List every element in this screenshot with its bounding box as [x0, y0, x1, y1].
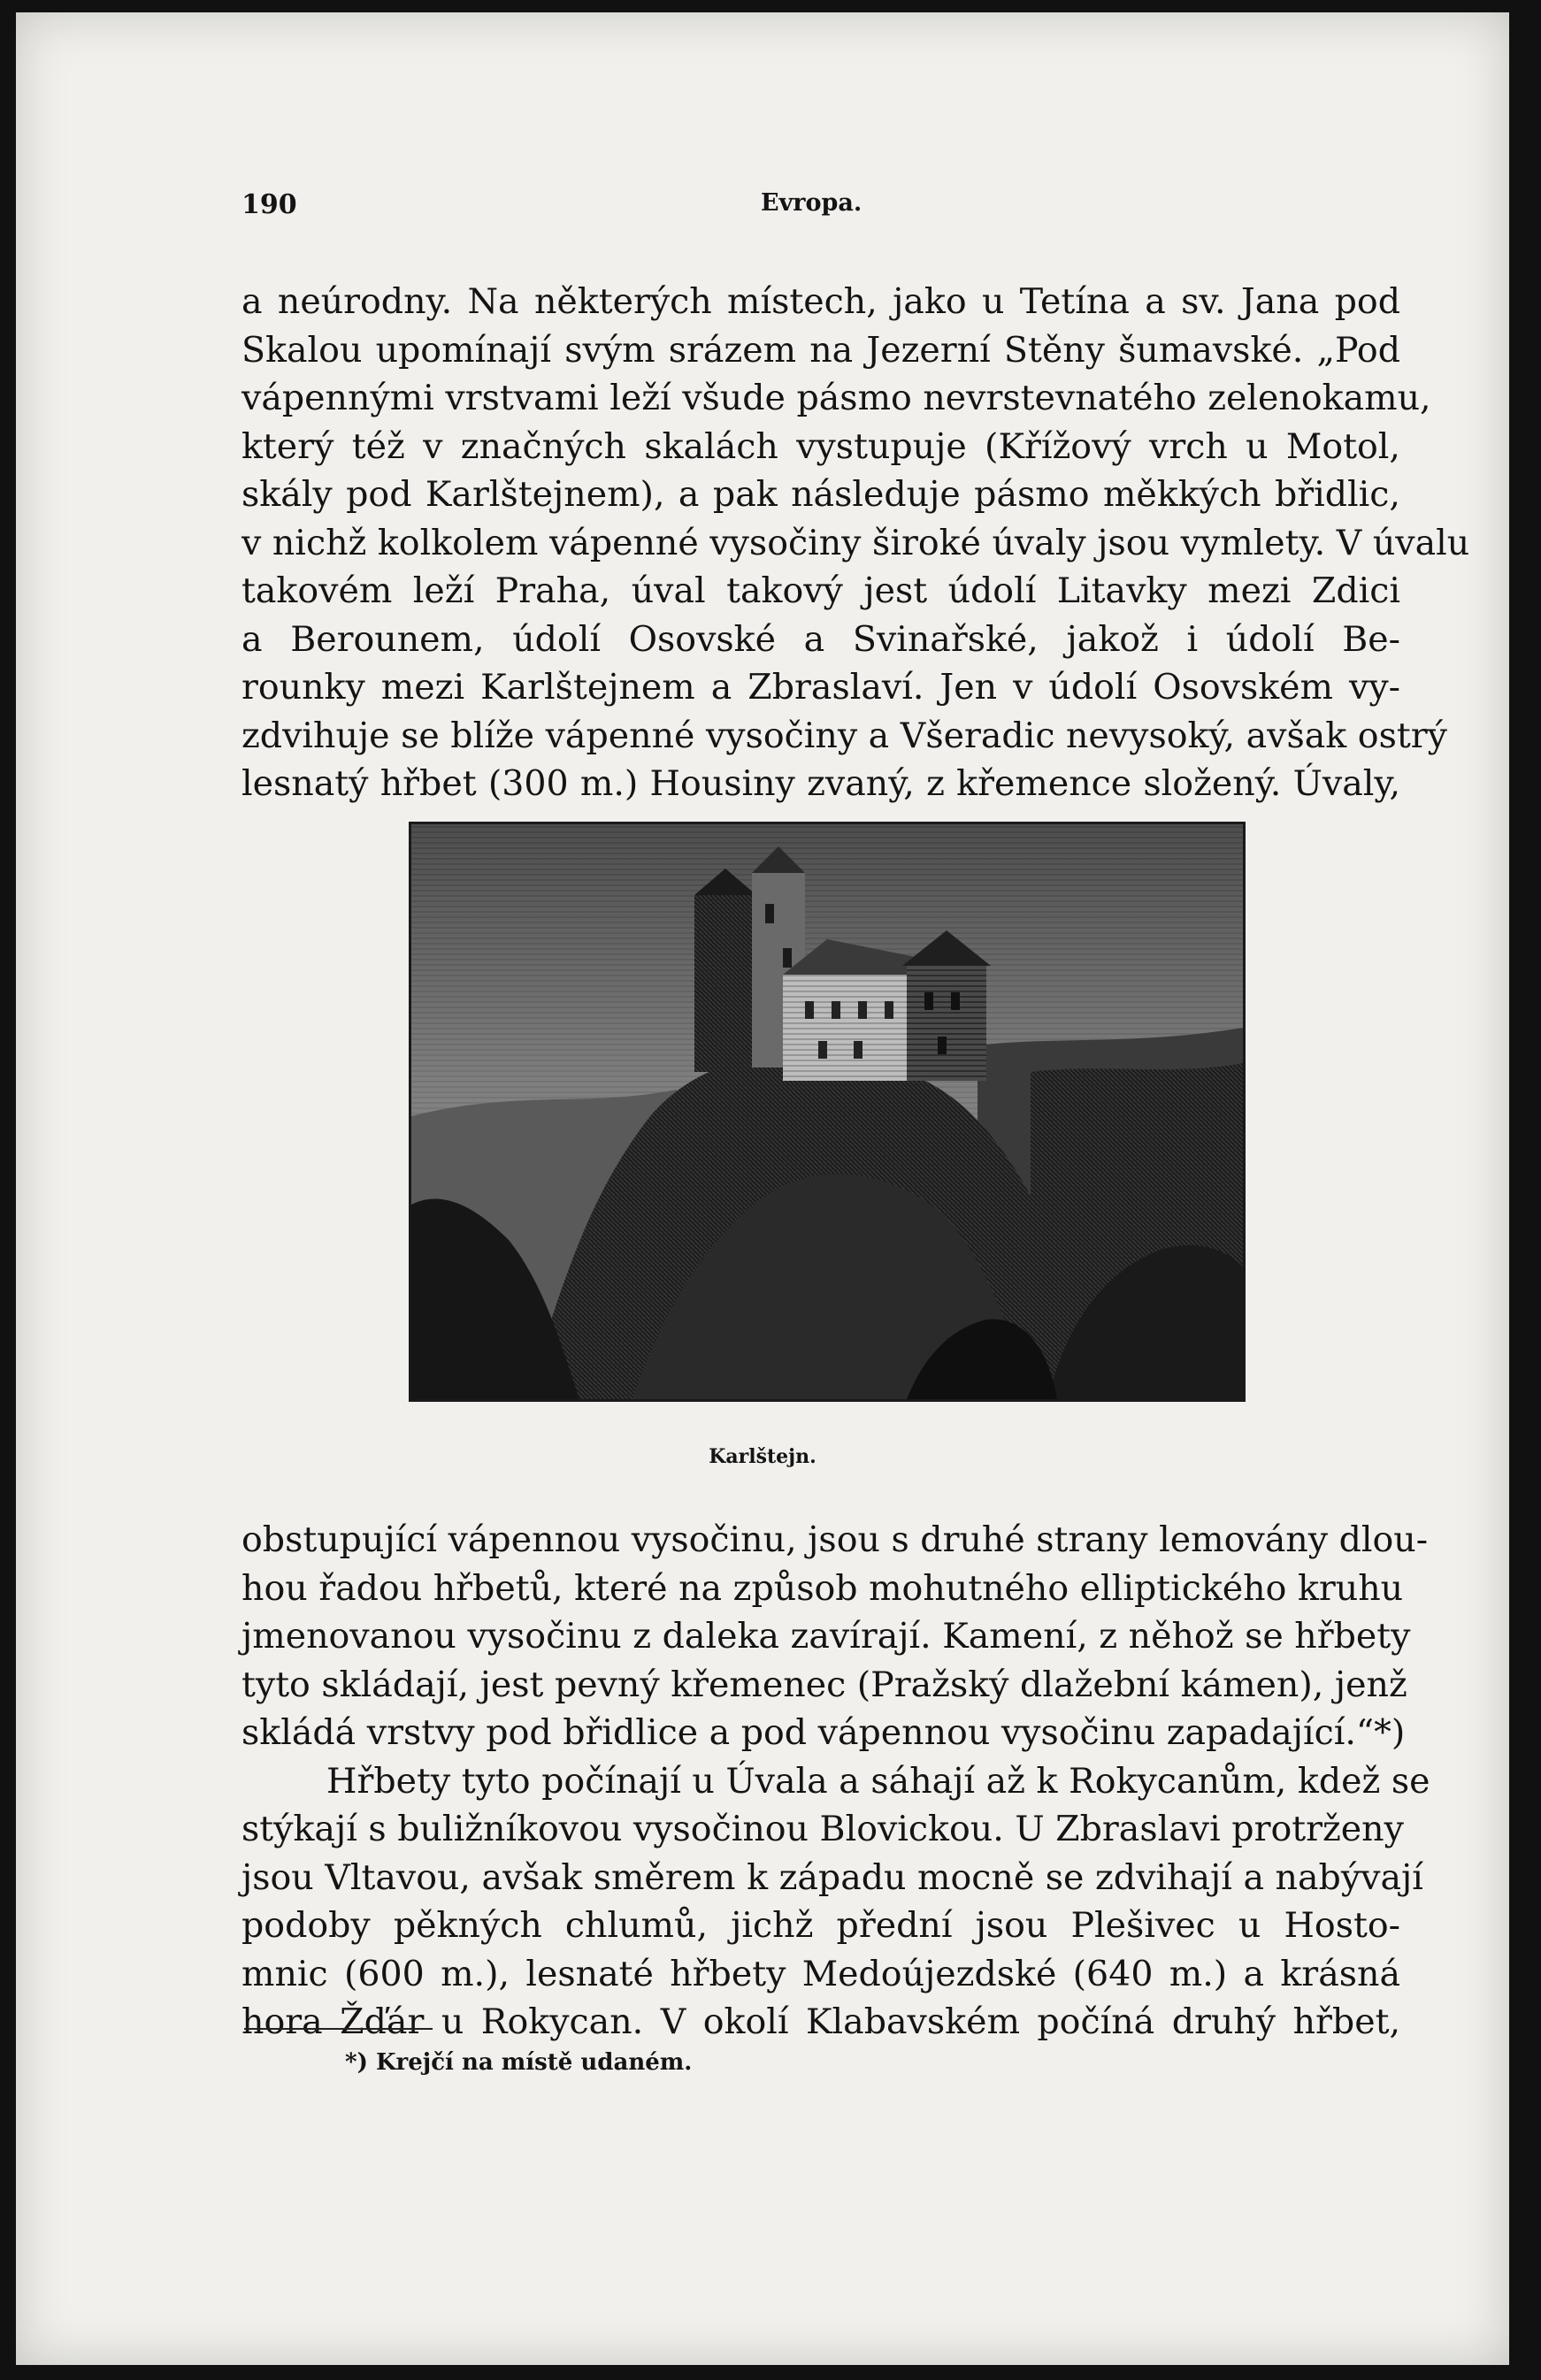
text-line: rounky mezi Karlštejnem a Zbraslaví. Jen v údolí Osovském vy-	[242, 667, 1400, 708]
text-line: skládá vrstvy pod břidlice a pod vápennou vysočinu zapadající.“*)	[242, 1712, 1406, 1753]
text-line: podoby pěkných chlumů, jichž přední jsou Plešivec u Hosto-	[242, 1905, 1400, 1946]
text-line: skály pod Karlštejnem), a pak následuje pásmo měkkých břidlic,	[242, 474, 1400, 515]
paragraph-bottom	[242, 1516, 1430, 2047]
karlstejn-illustration	[409, 822, 1246, 1402]
text-line: stýkají s buližníkovou vysočinou Blovickou. U Zbraslavi protrženy	[242, 1809, 1404, 1849]
page-number: 190	[242, 189, 297, 220]
footnote: *) Krejčí na místě udaném.	[345, 2049, 693, 2076]
text-line: jsou Vltavou, avšak směrem k západu mocně se zdvihají a nabývají	[242, 1856, 1423, 1898]
text-line: a neúrodny. Na některých místech, jako u Tetína a sv. Jana pod	[242, 281, 1400, 322]
text-line: obstupující vápennou vysočinu, jsou s druhé strany lemovány dlou-	[242, 1519, 1429, 1560]
text-line: mnic (600 m.), lesnaté hřbety Medoújezdské (640 m.) a krásná	[242, 1953, 1400, 1994]
running-head: Evropa.	[761, 189, 862, 217]
text-line: tyto skládají, jest pevný křemenec (Pražský dlažební kámen), jenž	[242, 1664, 1407, 1705]
text-line: v nichž kolkolem vápenné vysočiny široké úvaly jsou vymlety. V úvalu	[242, 522, 1470, 563]
text-line: Hřbety tyto počínají u Úvala a sáhají až k Rokycanům, kdež se	[326, 1760, 1430, 1802]
text-line: zdvihuje se blíže vápenné vysočiny a Všeradic nevysoký, avšak ostrý	[242, 715, 1447, 756]
text-line: hou řadou hřbetů, které na způsob mohutného elliptického kruhu	[242, 1567, 1404, 1609]
footnote-rule	[244, 2028, 433, 2030]
text-line: Skalou upomínají svým srázem na Jezerní Stěny šumavské. „Pod	[242, 329, 1400, 371]
text-line: a Berounem, údolí Osovské a Svinařské, jakož i údolí Be-	[242, 618, 1400, 660]
text-line: který též v značných skalách vystupuje (Křížový vrch u Motol,	[242, 425, 1400, 467]
text-line: takovém leží Praha, úval takový jest údolí Litavky mezi Zdici	[242, 570, 1400, 611]
figure-caption: Karlštejn.	[709, 1445, 816, 1468]
text-line: hora Žďár u Rokycan. V okolí Klabavském počíná druhý hřbet,	[242, 2001, 1400, 2042]
text-line: jmenovanou vysočinu z daleka zavírají. Kamení, z něhož se hřbety	[242, 1616, 1411, 1657]
paragraph-top	[242, 278, 1470, 808]
text-line: vápennými vrstvami leží všude pásmo nevrstevnatého zelenokamu,	[242, 378, 1431, 418]
text-line: lesnatý hřbet (300 m.) Housiny zvaný, z křemence složený. Úvaly,	[242, 763, 1400, 804]
book-page	[16, 12, 1509, 2365]
